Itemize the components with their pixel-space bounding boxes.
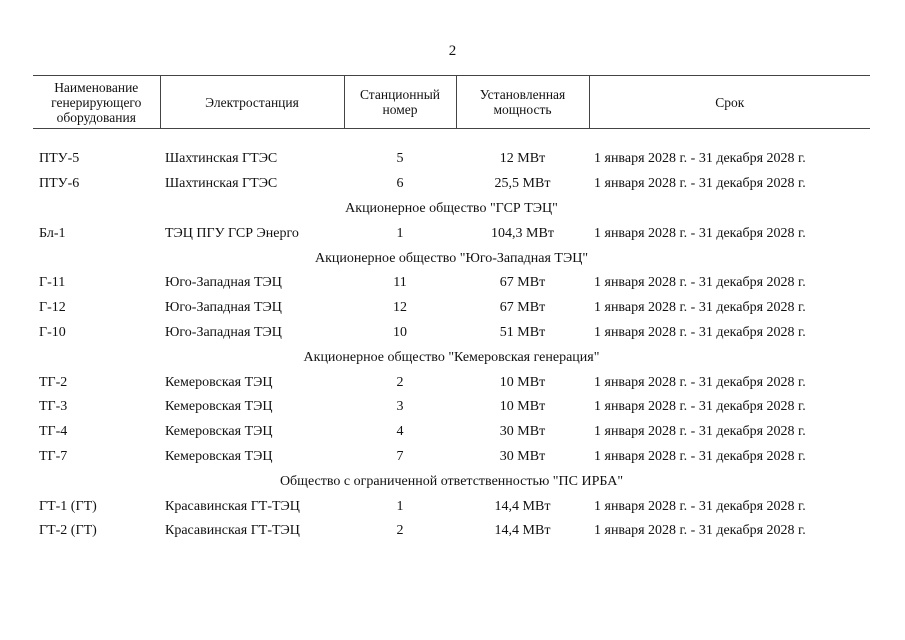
installed-capacity: 10 МВт (499, 399, 546, 415)
station-number: 5 (396, 151, 404, 167)
plant-name: Шахтинская ГТЭС (165, 151, 278, 167)
page-number: 2 (448, 43, 457, 59)
plant-name: Красавинская ГТ-ТЭЦ (165, 523, 300, 539)
table-row (33, 370, 870, 395)
plant-name: Юго-Западная ТЭЦ (165, 300, 282, 316)
equipment-code: ГТ-2 (ГТ) (39, 523, 97, 539)
term-period: 1 января 2028 г. - 31 декабря 2028 г. (594, 399, 806, 415)
plant-name: Шахтинская ГТЭС (165, 176, 278, 192)
term-period: 1 января 2028 г. - 31 декабря 2028 г. (594, 176, 806, 192)
station-number: 2 (396, 523, 404, 539)
installed-capacity: 67 МВт (499, 275, 546, 291)
organization-name: Акционерное общество "Кемеровская генерация" (303, 349, 600, 365)
organization-row (33, 345, 870, 370)
header-plant: Электростанция (160, 76, 344, 129)
header-term: Срок (589, 76, 870, 129)
equipment-code: Г-12 (39, 300, 66, 316)
table-row (33, 271, 870, 296)
table-row (33, 445, 870, 470)
equipment-code: ПТУ-5 (39, 151, 80, 167)
installed-capacity: 30 МВт (499, 424, 546, 440)
plant-name: Юго-Западная ТЭЦ (165, 275, 282, 291)
table-row (33, 519, 870, 544)
header-equipment: Наименование генерирующего оборудования (33, 76, 160, 129)
station-number: 1 (396, 498, 404, 514)
equipment-table (33, 75, 870, 544)
equipment-code: ТГ-3 (39, 399, 68, 415)
equipment-code: Г-11 (39, 275, 66, 291)
equipment-code: Бл-1 (39, 225, 66, 241)
header-station-number: Станционный номер (344, 76, 456, 129)
station-number: 12 (393, 300, 407, 316)
term-period: 1 января 2028 г. - 31 декабря 2028 г. (594, 275, 806, 291)
installed-capacity: 67 МВт (499, 300, 546, 316)
organization-name: Акционерное общество "ГСР ТЭЦ" (345, 200, 558, 216)
term-period: 1 января 2028 г. - 31 декабря 2028 г. (594, 300, 806, 316)
installed-capacity: 14,4 МВт (494, 523, 551, 539)
equipment-code: Г-10 (39, 324, 66, 340)
term-period: 1 января 2028 г. - 31 декабря 2028 г. (594, 424, 806, 440)
installed-capacity: 25,5 МВт (494, 176, 551, 192)
station-number: 1 (396, 225, 404, 241)
station-number: 4 (396, 424, 404, 440)
station-number: 11 (393, 275, 407, 291)
term-period: 1 января 2028 г. - 31 декабря 2028 г. (594, 374, 806, 390)
station-number: 6 (396, 176, 404, 192)
station-number: 3 (396, 399, 404, 415)
table-row (33, 296, 870, 321)
organization-row (33, 246, 870, 271)
spacer-row (33, 129, 870, 148)
equipment-code: ТГ-4 (39, 424, 68, 440)
plant-name: Красавинская ГТ-ТЭЦ (165, 498, 300, 514)
organization-row (33, 197, 870, 222)
term-period: 1 января 2028 г. - 31 декабря 2028 г. (594, 523, 806, 539)
table-row (33, 172, 870, 197)
equipment-code: ГТ-1 (ГТ) (39, 498, 97, 514)
term-period: 1 января 2028 г. - 31 декабря 2028 г. (594, 448, 806, 464)
plant-name: Юго-Западная ТЭЦ (165, 324, 282, 340)
plant-name: ТЭЦ ПГУ ГСР Энерго (165, 225, 299, 241)
equipment-code: ТГ-2 (39, 374, 68, 390)
term-period: 1 января 2028 г. - 31 декабря 2028 г. (594, 498, 806, 514)
organization-row (33, 469, 870, 494)
plant-name: Кемеровская ТЭЦ (165, 399, 273, 415)
station-number: 2 (396, 374, 404, 390)
header-capacity: Установленная мощность (456, 76, 589, 129)
installed-capacity: 12 МВт (499, 151, 546, 167)
equipment-code: ТГ-7 (39, 448, 68, 464)
plant-name: Кемеровская ТЭЦ (165, 374, 273, 390)
installed-capacity: 104,3 МВт (491, 225, 554, 241)
table-row (33, 494, 870, 519)
table-row (33, 321, 870, 346)
table-row (33, 147, 870, 172)
station-number: 7 (396, 448, 404, 464)
installed-capacity: 51 МВт (499, 324, 546, 340)
installed-capacity: 14,4 МВт (494, 498, 551, 514)
table-body (33, 129, 870, 544)
organization-name: Акционерное общество "Юго-Западная ТЭЦ" (314, 250, 589, 266)
equipment-code: ПТУ-6 (39, 176, 80, 192)
plant-name: Кемеровская ТЭЦ (165, 448, 273, 464)
table-row (33, 420, 870, 445)
term-period: 1 января 2028 г. - 31 декабря 2028 г. (594, 151, 806, 167)
table-header (33, 76, 870, 129)
plant-name: Кемеровская ТЭЦ (165, 424, 273, 440)
station-number: 10 (393, 324, 407, 340)
installed-capacity: 30 МВт (499, 448, 546, 464)
term-period: 1 января 2028 г. - 31 декабря 2028 г. (594, 225, 806, 241)
table-row (33, 221, 870, 246)
organization-name: Общество с ограниченной ответственностью "ПС ИРБА" (279, 473, 624, 489)
term-period: 1 января 2028 г. - 31 декабря 2028 г. (594, 324, 806, 340)
installed-capacity: 10 МВт (499, 374, 546, 390)
table-row (33, 395, 870, 420)
